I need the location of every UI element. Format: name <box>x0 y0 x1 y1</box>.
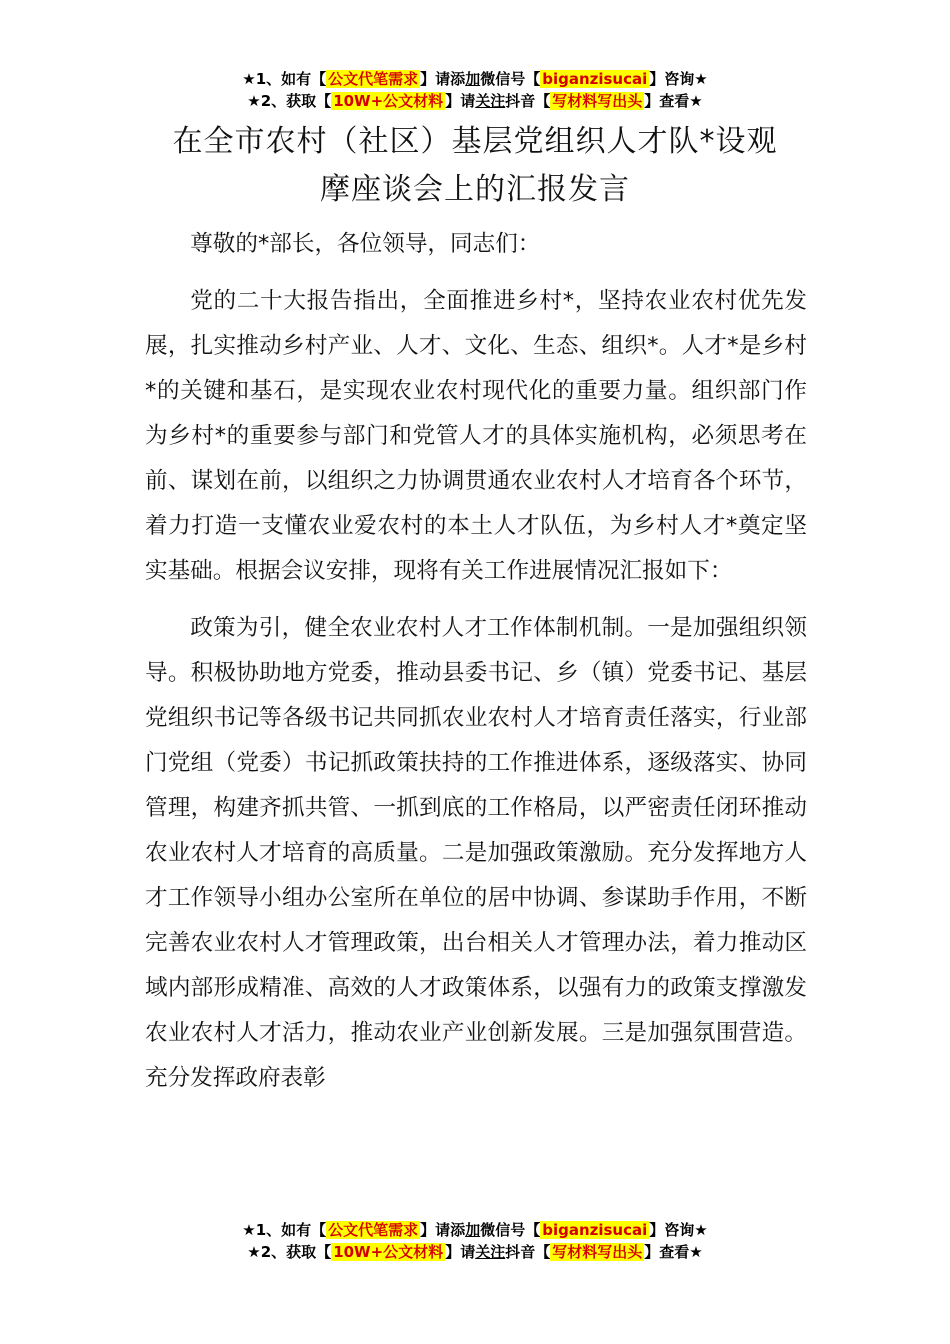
banner-text: 抖音【 <box>505 92 551 110</box>
banner-text: 】请 <box>445 1243 476 1261</box>
banner-text: 】咨询★ <box>649 1221 708 1239</box>
header-banner-line-2 <box>0 90 950 112</box>
header-banner-line-1 <box>0 68 950 90</box>
banner-highlight: biganzisucai <box>542 1221 648 1239</box>
banner-text: 】请添 <box>420 70 466 88</box>
banner-highlight: 公文代笔需求 <box>328 1221 419 1239</box>
banner-underlined: 加 <box>465 1221 481 1239</box>
banner-text: ★2、获取【 <box>247 1243 332 1261</box>
footer-banner <box>0 1219 950 1263</box>
title-line-2: 摩座谈会上的汇报发言 <box>320 172 630 207</box>
banner-text: ★1、如有【 <box>242 70 327 88</box>
banner-underlined: 关注 <box>475 92 506 110</box>
footer-banner-line-1 <box>0 1219 950 1241</box>
banner-text: 】请添 <box>420 1221 466 1239</box>
header-banner <box>0 68 950 112</box>
banner-text: ★1、如有【 <box>242 1221 327 1239</box>
banner-highlight: 10W+公文材料 <box>333 92 444 110</box>
banner-underlined: 加 <box>465 70 481 88</box>
banner-text: 】咨询★ <box>649 70 708 88</box>
document-body <box>145 222 807 1101</box>
banner-highlight: 公文代笔需求 <box>328 70 419 88</box>
body-paragraph: 党的二十大报告指出，全面推进乡村*，坚持农业农村优先发展，扎实推动乡村产业、人才、文化、生态、组织*。人才*是乡村*的关键和基石，是实现农业农村现代化的重要力量。组织部门作为乡村*的重要参与部门和党管人才的具体实施机构，必须思考在前、谋划在前，以组织之力协调贯通农业农村人才培育各个环节，着力打造一支懂农业爱农村的本土人才队伍，为乡村人才*奠定坚实基础。根据会议安排，现将有关工作进展情况汇报如下： <box>145 288 807 584</box>
banner-highlight: 写材料写出头 <box>552 1243 643 1261</box>
banner-underlined: 关注 <box>475 1243 506 1261</box>
banner-text: 】查看★ <box>644 1243 703 1261</box>
banner-text: 抖音【 <box>505 1243 551 1261</box>
banner-highlight: 写材料写出头 <box>552 92 643 110</box>
banner-text: ★2、获取【 <box>247 92 332 110</box>
footer-banner-line-2 <box>0 1241 950 1263</box>
banner-text: 微信号【 <box>480 1221 541 1239</box>
title-line-1: 在全市农村（社区）基层党组织人才队*设观 <box>172 124 778 159</box>
salutation: 尊敬的*部长，各位领导，同志们： <box>190 231 541 257</box>
body-paragraph: 政策为引，健全农业农村人才工作体制机制。一是加强组织领导。积极协助地方党委，推动县委书记、乡（镇）党委书记、基层党组织书记等各级书记共同抓农业农村人才培育责任落实，行业部门党组（党委）书记抓政策扶持的工作推进体系，逐级落实、协同管理，构建齐抓共管、一抓到底的工作格局，以严密责任闭环推动农业农村人才培育的高质量。二是加强政策激励。充分发挥地方人才工作领导小组办公室所在单位的居中协调、参谋助手作用，不断完善农业农村人才管理政策，出台相关人才管理办法，着力推动区域内部形成精准、高效的人才政策体系，以强有力的政策支撑激发农业农村人才活力，推动农业产业创新发展。三是加强氛围营造。充分发挥政府表彰 <box>145 615 807 1091</box>
banner-highlight: biganzisucai <box>542 70 648 88</box>
banner-highlight: 10W+公文材料 <box>333 1243 444 1261</box>
banner-text: 】请 <box>445 92 476 110</box>
document-title <box>0 118 950 214</box>
banner-text: 】查看★ <box>644 92 703 110</box>
banner-text: 微信号【 <box>480 70 541 88</box>
